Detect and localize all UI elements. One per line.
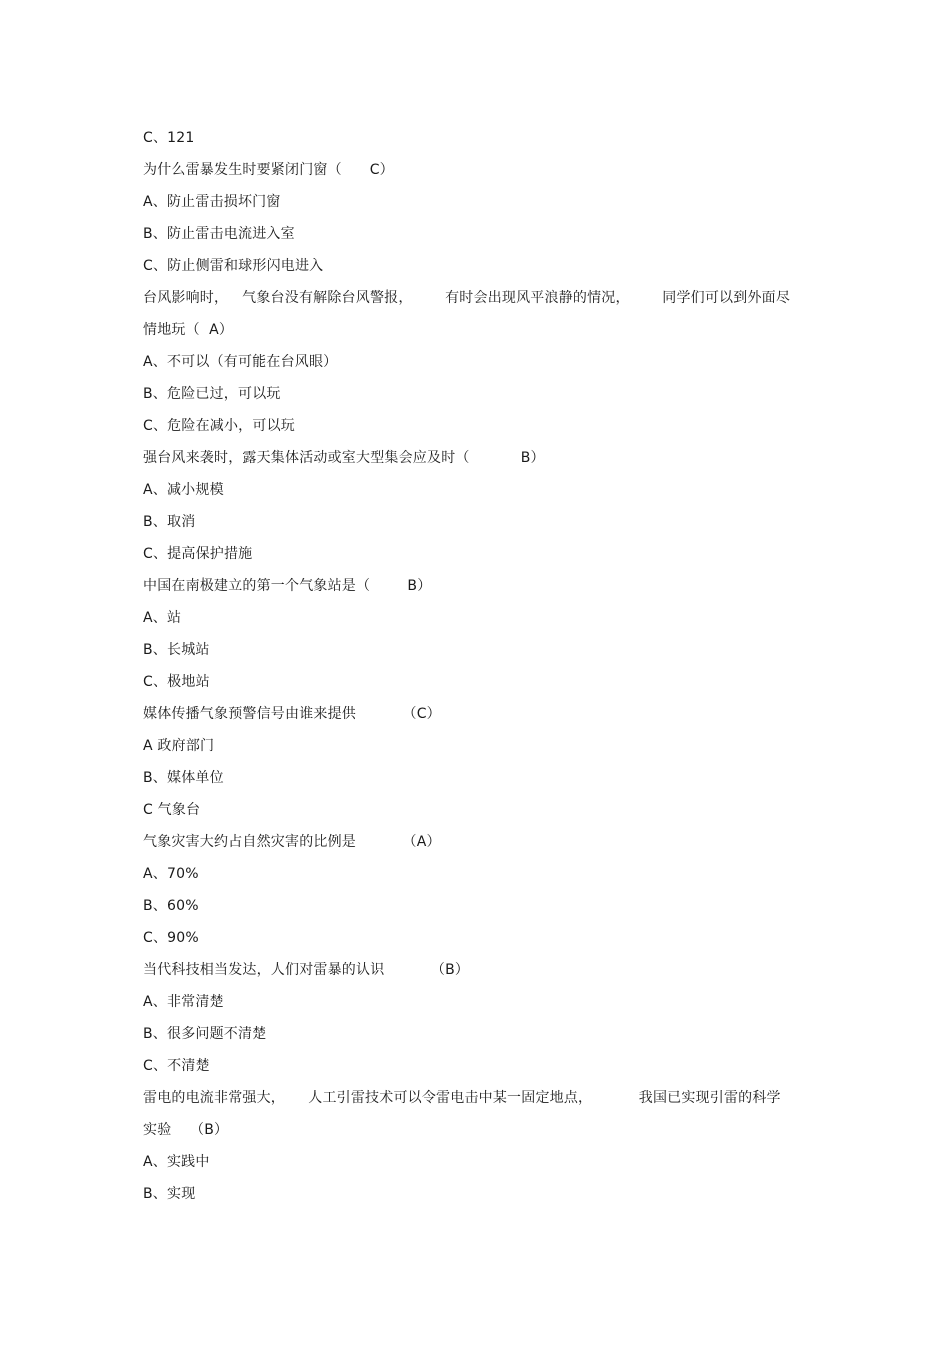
question-line: 中国在南极建立的第一个气象站是（ B） (143, 578, 432, 594)
option-line: B、危险已过，可以玩 (143, 386, 281, 402)
question-line-continued: 情地玩（ A） (143, 322, 234, 338)
option-line: A、实践中 (143, 1154, 210, 1170)
question-line: 台风影响时， 气象台没有解除台风警报， 有时会出现风平浪静的情况， 同学们可以到外面尽 (143, 290, 791, 306)
option-line: C、90% (143, 930, 199, 946)
question-line: 强台风来袭时，露天集体活动或室大型集会应及时（ B） (143, 450, 545, 466)
option-line: A、非常清楚 (143, 994, 224, 1010)
option-line: B、取消 (143, 514, 196, 530)
option-line: A 政府部门 (143, 738, 215, 754)
question-line: 当代科技相当发达，人们对雷暴的认识 （B） (143, 962, 470, 978)
option-line: A、不可以（有可能在台风眼） (143, 354, 338, 370)
option-line: B、长城站 (143, 642, 210, 658)
question-line-continued: 实验 （B） (143, 1122, 229, 1138)
question-line: 媒体传播气象预警信号由谁来提供 （C） (143, 706, 441, 722)
option-line: C、提高保护措施 (143, 546, 253, 562)
option-line: B、实现 (143, 1186, 196, 1202)
option-line: A、站 (143, 610, 182, 626)
option-line: A、防止雷击损坏门窗 (143, 194, 281, 210)
question-line: 为什么雷暴发生时要紧闭门窗（ C） (143, 162, 394, 178)
option-line: A、减小规模 (143, 482, 224, 498)
option-line: C、不清楚 (143, 1058, 210, 1074)
question-line: 雷电的电流非常强大， 人工引雷技术可以令雷电击中某一固定地点， 我国已实现引雷的科学 (143, 1090, 781, 1106)
option-line: C、极地站 (143, 674, 210, 690)
question-line: 气象灾害大约占自然灾害的比例是 （A） (143, 834, 441, 850)
option-line: C 气象台 (143, 802, 201, 818)
document-body (143, 124, 803, 1212)
option-line: C、防止侧雷和球形闪电进入 (143, 258, 324, 274)
option-line: A、70% (143, 866, 199, 882)
option-line: B、防止雷击电流进入室 (143, 226, 295, 242)
option-line: B、很多问题不清楚 (143, 1026, 267, 1042)
option-line: B、60% (143, 898, 199, 914)
text-line: C、121 (143, 130, 195, 146)
option-line: C、危险在减小，可以玩 (143, 418, 295, 434)
option-line: B、媒体单位 (143, 770, 224, 786)
